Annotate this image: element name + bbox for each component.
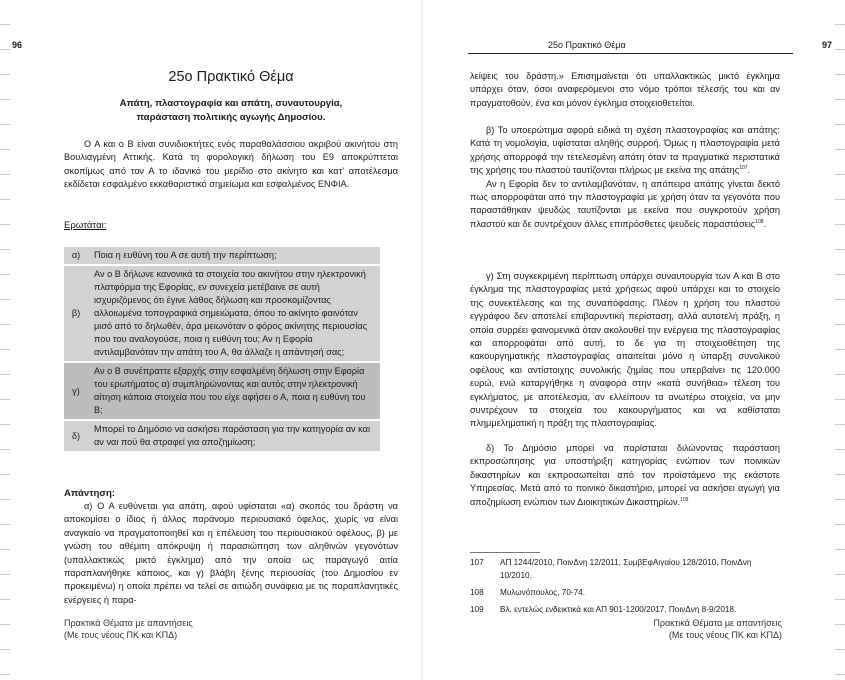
footnote-number: 109 xyxy=(470,605,484,614)
page-subtitle: Απάτη, πλαστογραφία και απάτη, συναυτουργία, παράσταση πολιτικής αγωγής Δημοσίου. xyxy=(119,98,343,123)
running-header xyxy=(468,40,793,54)
question-label: α) xyxy=(64,247,88,264)
question-label: δ) xyxy=(64,421,88,451)
questions-table xyxy=(64,245,380,453)
question-row xyxy=(64,247,380,264)
footnotes xyxy=(470,556,782,616)
footnote xyxy=(470,556,782,582)
question-text: Μπορεί το Δημόσιο να ασκήσει παράσταση για την κατηγορία αν και αν ναι πού θα στραφεί για αποζημίωση; xyxy=(88,421,380,451)
question-row xyxy=(64,421,380,451)
page-number: 96 xyxy=(12,40,23,50)
left-page xyxy=(0,0,422,680)
question-label: γ) xyxy=(64,363,88,419)
body-paragraph: β) Το υποερώτημα αφορά ειδικά τη σχέση πλαστογραφίας και απάτης: Κατά τη νομολογία, υφίσταται αληθής συρροή. Όμως η πλαστογραφία μετά χρήσης απορροφά την τετελεσμένη απάτη όταν τα πραγματικά περιστατικά της χρήσης του πλαστού ταυτίζονται πλήρως με εκείνα της απάτης$^{107}$. Αν η Εφορία δεν το αντιλαμβανόταν, η απόπειρα απάτης γίνεται δεκτό πως απορροφάται από την πλαστογραφία με χρήση όταν τα γεγονότα που παραστάθηκαν ψευδώς ταυτίζονται με εκείνα που συγκροτούν χρήση πλαστού και δε συντρέχουν άλλες επιπρόσθετες ψευδείς παραστάσεις$^{108}$. xyxy=(470,125,780,229)
answer-paragraph: α) Ο Α ευθύνεται για απάτη, αφού υφίσταται «α) σκοπός του δράστη να αποκομίσει ο ίδιος ή άλλος παράνομο περιουσιακό όφελος, χωρίς να είναι αναγκαίο να πραγματοποιηθεί και η επέλευση του περιουσιακού οφέλους, β) με γνώση του αθέμιτη απόκρυψη ή παρασιώπηση των αληθινών γεγονότων (υπαλλακτικώς μικτό έγκλημα) από την οποία ως παραγωγό αιτία παραπλανήθηκε κάποιος, και γ) βλάβη ξένης περιουσίας (του Δημοσίου εν προκειμένω) η οποία πρέπει να τελεί σε αιτιώδη συνάφεια με τις παραπλανητικές ενέργειες ή παρα- xyxy=(64,501,398,605)
body-paragraph: δ) Το Δημόσιο μπορεί να παρίσταται διλώνοντας παράσταση εκπροσώπησης για υποστήριξη κατηγορίας ενώπιον των ποινικών δικαστηρίων και εκπροσωπείται από τον προϊστάμενο της εκάστοτε Υπηρεσίας. Μετά από το ποινικό δικαστήριο, μπορεί να ασκήσει αγωγή για αποζημίωση ενώπιον των Διοικητικών Δικαστηρίων.$^{109}$ xyxy=(470,443,780,507)
question-row xyxy=(64,266,380,361)
footnote-number: 108 xyxy=(470,588,484,597)
intro-paragraph: Ο Α και ο Β είναι συνιδιοκτήτες ενός παραθαλάσσιου ακριβού ακινήτου στη Βουλιαγμένη Αττικής. Κατά τη φορολογική δήλωση του Ε9 αποκρύπτεται σκοπίμως από τον Α το ιδανικό του μερίδιο στο ακίνητο και κατ' αποτέλεσμα εκδίδεται εσφαλμένο εκκαθαριστικό σημείωμα και εσφαλμένος ΕΝΦΙΑ. xyxy=(64,139,398,190)
questions-heading: Ερωτάται: xyxy=(64,220,107,231)
body-paragraph: γ) Στη συγκεκριμένη περίπτωση υπάρχει συναυτουργία των Α και Β στο έγκλημα της πλαστογραφίας μετά χρήσεως αφού υπάρχει και το στοιχείο της συνεκτέλεσης και της συναπόφασης. Πλέον η χρήση του πλαστού εγγράφου δεν αποτελεί επιβαρυντική περίσταση, αλλά αυτοτελή πράξη, η οποία συρρέει φαινομενικά όταν ακολουθεί την ενέργεια της πλαστογραφίας και απορροφάται από αυτή, το δε για τη στοιχειοθέτηση της κακουργηματικής πλαστογραφίας απαιτείται μόνο η ύπαρξη συνολικού οφέλους και αντίστοιχης συνολικής ζημίας που υπερβαίνει τις 120.000 ευρώ, ενώ καταργήθηκε η αναφορά στην «κατά συνήθεια» τέλεση του εγκλήματος, με αποτέλεσμα, αν ελλείπουν τα ανωτέρω στοιχεία, να μην συντρέχουν τα στοιχεία του κακουργήματος και να καθίσταται πλημμεληματική η πράξη της πλαστογραφίας. xyxy=(470,271,780,429)
page-footer: Πρακτικά Θέματα με απαντήσεις (Με τους νέους ΠΚ και ΚΠΔ) xyxy=(653,618,782,640)
footnote-number: 107 xyxy=(470,558,484,567)
running-header-title: 25ο Πρακτικό Θέμα xyxy=(548,40,626,50)
question-text: Αν ο Β συνέπραττε εξαρχής στην εσφαλμένη δήλωση στην Εφορία του ερωτήματος α) συμπληρώνοντας και αυτός στην ηλεκτρονική αίτηση κάποια στοιχεία που του είχε αφήσει ο Α, ποια η ευθύνη του Β; xyxy=(88,363,380,419)
footnote-text: Μυλωνόπουλος, 70-74. xyxy=(500,588,585,597)
question-row xyxy=(64,363,380,419)
question-text: Ποια η ευθύνη του Α σε αυτή την περίπτωση; xyxy=(88,247,380,264)
footnote-ref[interactable]: 108 xyxy=(755,218,764,225)
question-label: β) xyxy=(64,266,88,361)
right-ruled-margin xyxy=(835,0,845,680)
left-ruled-margin xyxy=(0,0,10,680)
body-paragraph: λείψεις του δράστη.» Επισημαίνεται ότι υπαλλακτικώς μικτό έγκλημα υπάρχει όταν, όσοι αναφερόμενοι στο νόμο τρόποι τέλεσής του και αν πραγματοθούν, ένα και μόνον έγκλημα στοιχειοθετείται. xyxy=(470,71,780,108)
footnote xyxy=(470,586,782,599)
answer-heading: Απάντηση: xyxy=(64,488,115,499)
question-text: Αν ο Β δήλωνε κανονικά τα στοιχεία του ακινήτου στην ηλεκτρονική πλατφόρμα της Εφορίας, εν συνεχεία μετέβαινε σε αυτή ισχυριζόμενος ότι έγινε λάθος δήλωση και προσκομίζοντας αλλοιωμένα τοπογραφικά σημειώματα, όπου το ακίνητο φαινόταν μισό από το δηλωθέν, άρα μειωνόταν ο φόρος ακίνητης περιουσίας που του αναλογούσε, ποια η ευθύνη του; Αν η Εφορία αντιλαμβανόταν την απάτη του Α, θα άλλαζε η απάντησή σας; xyxy=(88,266,380,361)
page-number: 97 xyxy=(821,40,832,50)
footnote xyxy=(470,603,782,616)
footnote-text: Βλ. εντελώς ενδεικτικά και ΑΠ 901-1200/2017, ΠοινΔνη 8-9/2018. xyxy=(500,605,737,614)
footnote-text: ΑΠ 1244/2010, ΠοινΔνη 12/2011, ΣυμβΕφΑιγαίου 128/2010, ΠοινΔνη 10/2010. xyxy=(500,558,752,580)
footnote-ref[interactable]: 107 xyxy=(739,165,748,172)
footnote-divider xyxy=(470,552,540,553)
page-title: 25ο Πρακτικό Θέμα xyxy=(168,69,294,85)
page-footer: Πρακτικά Θέματα με απαντήσεις (Με τους νέους ΠΚ και ΚΠΔ) xyxy=(64,618,193,640)
footnote-ref[interactable]: 109 xyxy=(680,496,689,503)
